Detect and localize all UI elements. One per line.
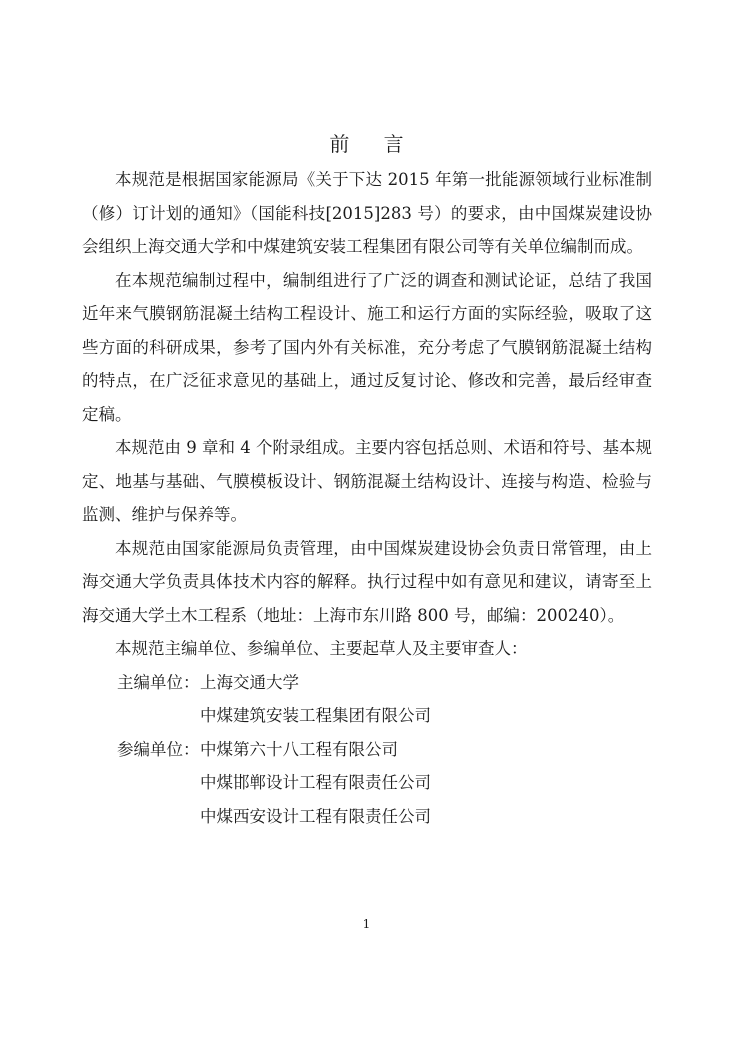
chief-editor-unit: 上海交通大学 <box>200 672 299 692</box>
participating-editor-unit: 中煤西安设计工程有限责任公司 <box>200 806 431 826</box>
preface-body <box>82 163 652 833</box>
paragraph-origin: 本规范是根据国家能源局《关于下达 2015 年第一批能源领域行业标准制（修）订计划的通知》（国能科技[2015]283 号）的要求，由中国煤炭建设协会组织上海交通大学和中煤建筑安装工程集团有限公司等有关单位编制而成。 <box>82 170 652 256</box>
participating-editor-label: 参编单位： <box>117 739 200 759</box>
participating-editor-line <box>82 766 652 800</box>
chief-editor-label: 主编单位： <box>117 672 200 692</box>
participating-editor-unit: 中煤第六十八工程有限公司 <box>200 739 398 759</box>
paragraph-contents: 本规范由 9 章和 4 个附录组成。主要内容包括总则、术语和符号、基本规定、地基与基础、气膜模板设计、钢筋混凝土结构设计、连接与构造、检验与监测、维护与保养等。 <box>82 438 652 524</box>
chief-editor-line <box>82 666 652 700</box>
participating-editor-line <box>82 733 652 767</box>
participating-editor-unit: 中煤邯郸设计工程有限责任公司 <box>200 773 431 792</box>
page-title: 前 言 <box>329 132 418 156</box>
paragraph-management: 本规范由国家能源局负责管理，由中国煤炭建设协会负责日常管理，由上海交通大学负责具体技术内容的解释。执行过程中如有意见和建议，请寄至上海交通大学土木工程系（地址：上海市东川路 800 号，邮编：200240）。 <box>82 538 652 625</box>
chief-editor-line <box>82 699 652 733</box>
page-number: 1 <box>362 917 371 931</box>
participating-editor-line <box>82 800 652 834</box>
chief-editor-unit: 中煤建筑安装工程集团有限公司 <box>200 706 431 725</box>
paragraph-editors-intro: 本规范主编单位、参编单位、主要起草人及主要审查人： <box>115 639 528 658</box>
paragraph-process: 在本规范编制过程中，编制组进行了广泛的调查和测试论证，总结了我国近年来气膜钢筋混凝土结构工程设计、施工和运行方面的实际经验，吸取了这些方面的科研成果，参考了国内外有关标准，充分考虑了气膜钢筋混凝土结构的特点，在广泛征求意见的基础上，通过反复讨论、修改和完善，最后经审查定稿。 <box>82 270 652 424</box>
